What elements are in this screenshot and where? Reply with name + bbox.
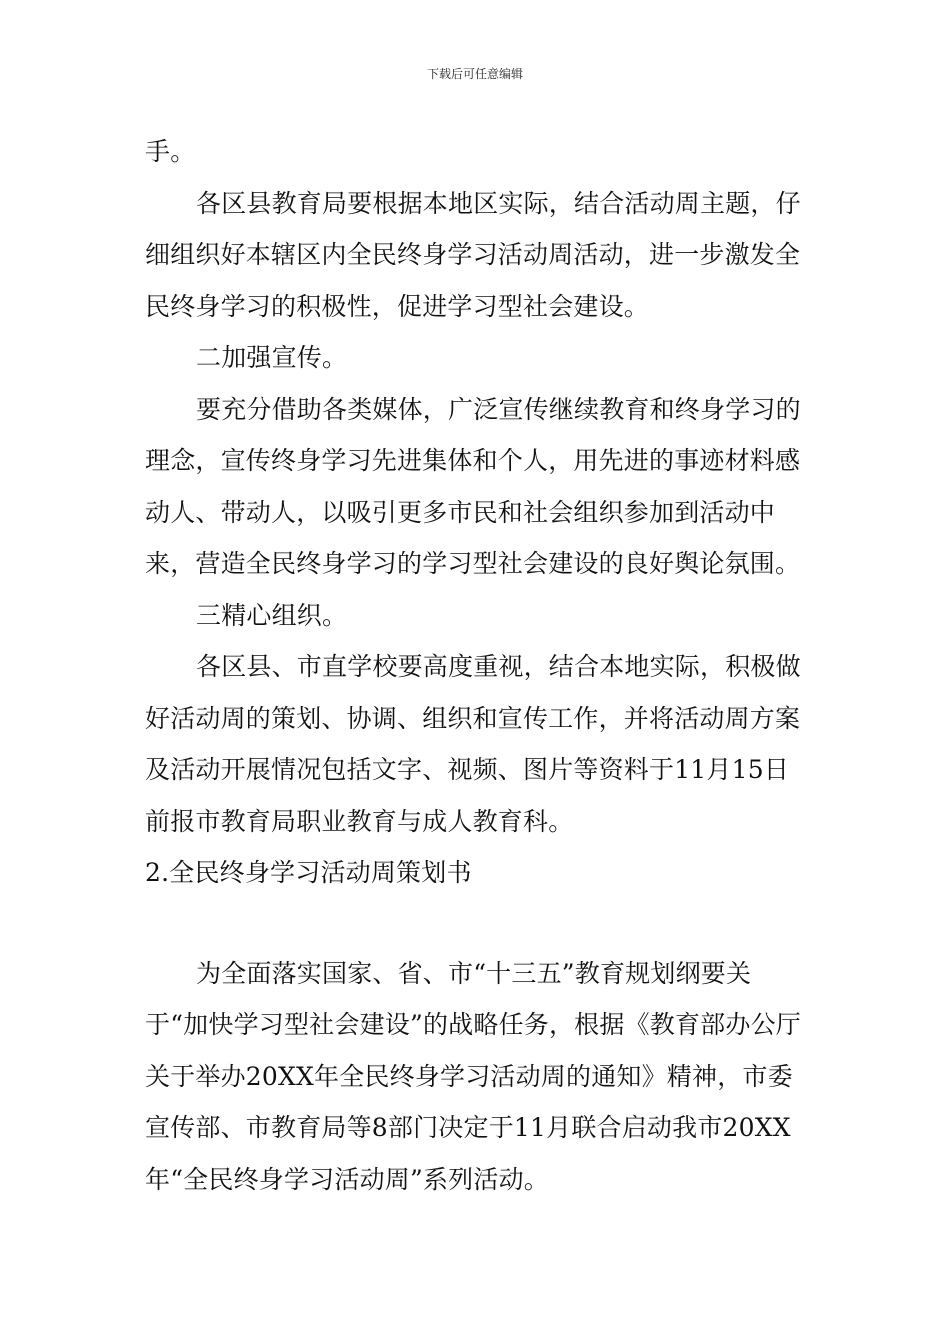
paragraph-media-publicity: 要充分借助各类媒体，广泛宣传继续教育和终身学习的理念，宣传终身学习先进集体和个人，用先进的事迹材料感动人、带动人，以吸引更多市民和社会组织参加到活动中来，营造全民终身学习的学习型社会建设的良好舆论氛围。 <box>145 394 801 578</box>
document-subtitle: 2.全民终身学习活动周策划书 <box>145 858 472 887</box>
paragraph-continuation: 手。 <box>145 137 196 166</box>
section-heading-organization: 三精心组织。 <box>196 600 348 630</box>
document-body <box>145 126 810 1205</box>
page-header: 下载后可任意编辑 <box>426 67 523 81</box>
paragraph-plan-intro: 为全面落实国家、省、市“十三五”教育规划纲要关于“加快学习型社会建设”的战略任务，根据《教育部办公厅关于举办20XX年全民终身学习活动周的通知》精神，市委宣传部、市教育局等8部门决定于11月联合启动我市20XX年“全民终身学习活动周”系列活动。 <box>145 958 801 1194</box>
blank-spacer <box>145 899 810 948</box>
paragraph-schools-organization: 各区县、市直学校要高度重视，结合本地实际，积极做好活动周的策划、协调、组织和宣传工作，并将活动周方案及活动开展情况包括文字、视频、图片等资料于11月15日前报市教育局职业教育与成人教育科。 <box>145 652 801 836</box>
section-heading-publicity: 二加强宣传。 <box>196 343 348 372</box>
paragraph-county-education: 各区县教育局要根据本地区实际，结合活动周主题，仔细组织好本辖区内全民终身学习活动周活动，进一步激发全民终身学习的积极性，促进学习型社会建设。 <box>145 188 801 321</box>
